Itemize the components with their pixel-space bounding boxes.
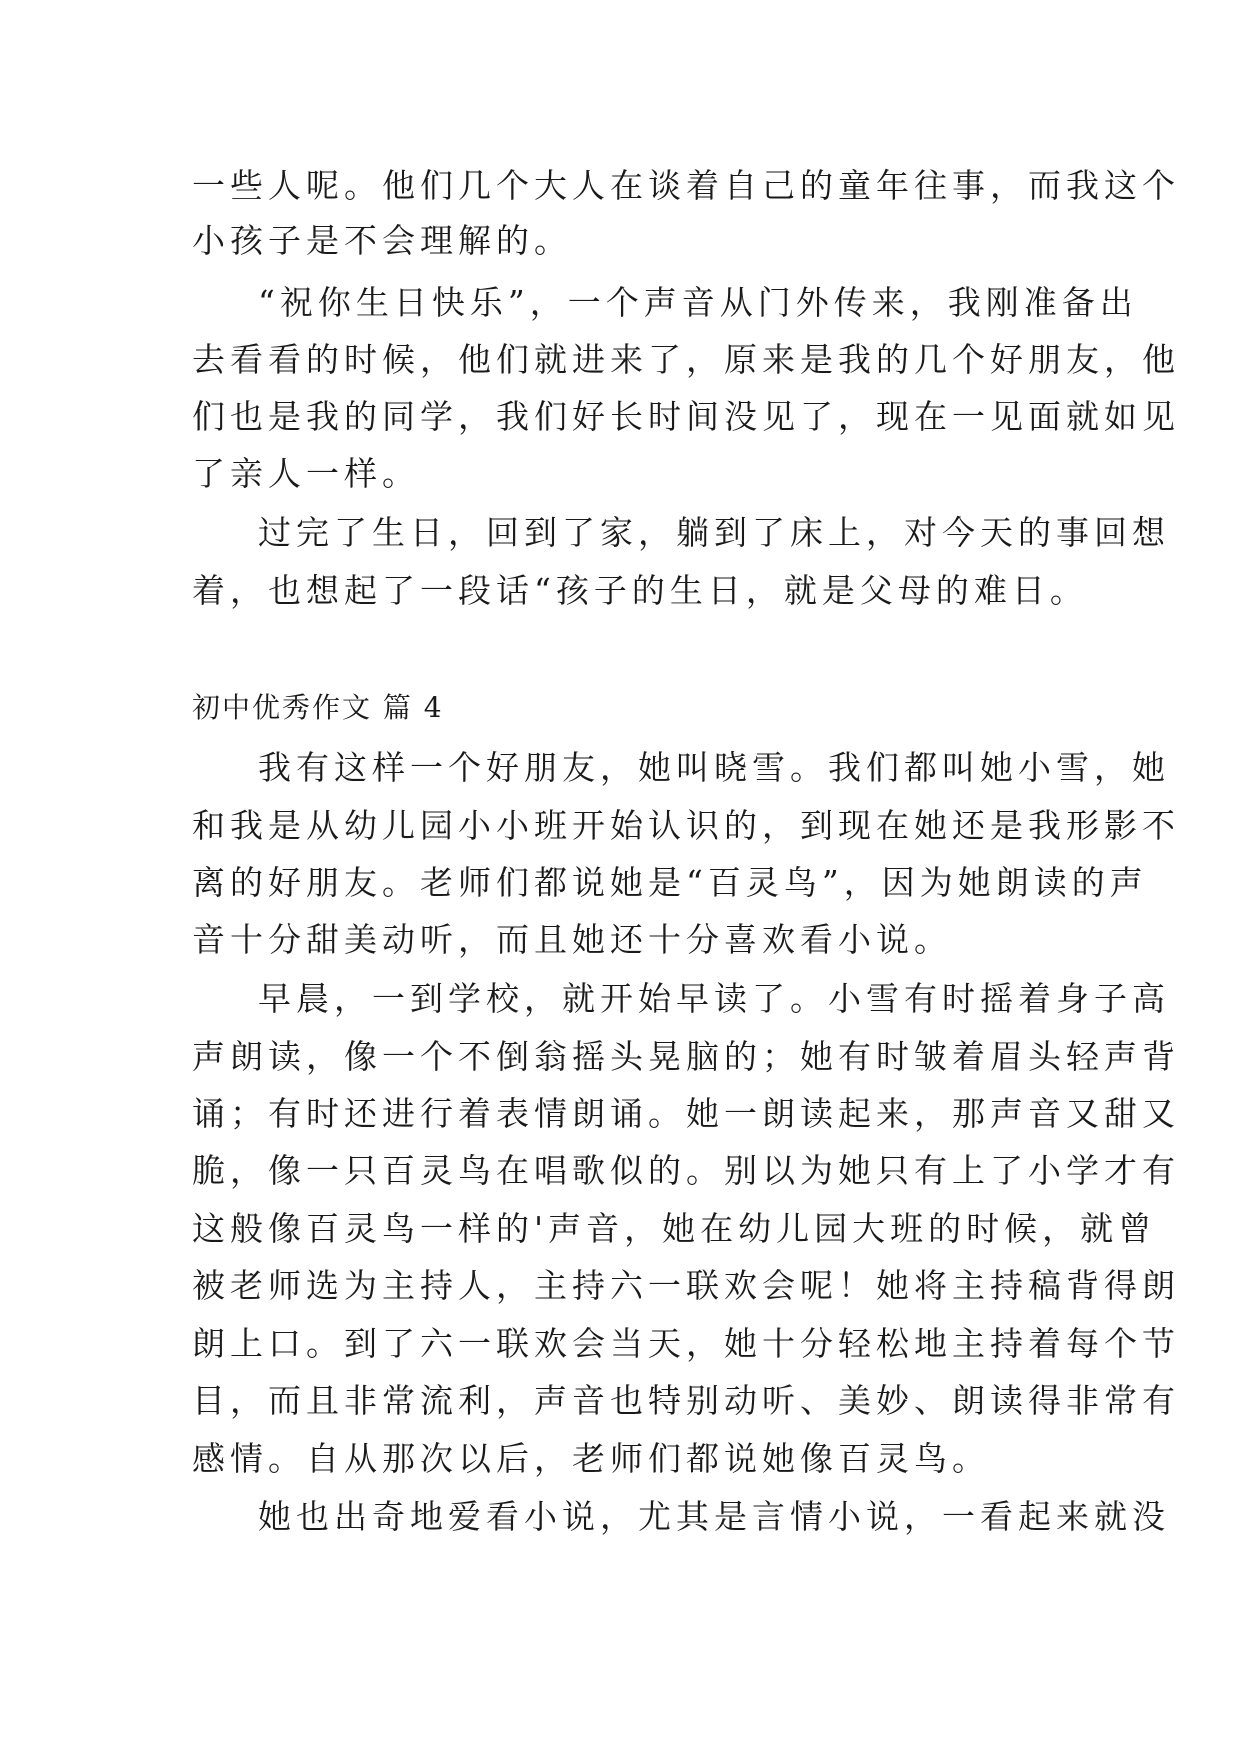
text-line: 感情。自从那次以后，老师们都说她像百灵鸟。 (192, 1439, 990, 1478)
section-heading: 初中优秀作文 篇 4 (192, 691, 444, 724)
text-line: 了亲人一样。 (192, 454, 420, 493)
text-line: 脆，像一只百灵鸟在唱歌似的。别以为她只有上了小学才有 (192, 1151, 1180, 1190)
text-line: 音十分甜美动听，而且她还十分喜欢看小说。 (192, 920, 952, 959)
text-line: 小孩子是不会理解的。 (192, 221, 572, 260)
text-line: “祝你生日快乐”，一个声音从门外传来，我刚准备出 (258, 283, 1138, 322)
text-line: 着，也想起了一段话“孩子的生日，就是父母的难日。 (192, 571, 1088, 610)
text-line: 我有这样一个好朋友，她叫晓雪。我们都叫她小雪，她 (258, 748, 1170, 787)
text-line: 们也是我的同学，我们好长时间没见了，现在一见面就如见 (192, 397, 1180, 436)
text-line: 她也出奇地爱看小说，尤其是言情小说，一看起来就没 (258, 1497, 1170, 1536)
text-line: 声朗读，像一个不倒翁摇头晃脑的；她有时皱着眉头轻声背 (192, 1037, 1180, 1076)
text-line: 过完了生日，回到了家，躺到了床上，对今天的事回想 (258, 513, 1170, 552)
text-line: 离的好朋友。老师们都说她是“百灵鸟”，因为她朗读的声 (192, 863, 1148, 902)
text-line: 和我是从幼儿园小小班开始认识的，到现在她还是我形影不 (192, 806, 1180, 845)
text-line: 这般像百灵鸟一样的'声音，她在幼儿园大班的时候，就曾 (192, 1209, 1157, 1248)
text-line: 朗上口。到了六一联欢会当天，她十分轻松地主持着每个节 (192, 1324, 1180, 1363)
text-line: 目，而且非常流利，声音也特别动听、美妙、朗读得非常有 (192, 1381, 1180, 1420)
text-line: 一些人呢。他们几个大人在谈着自己的童年往事，而我这个 (192, 166, 1180, 205)
text-line: 被老师选为主持人，主持六一联欢会呢！她将主持稿背得朗 (192, 1266, 1180, 1305)
text-line: 去看看的时候，他们就进来了，原来是我的几个好朋友，他 (192, 340, 1180, 379)
text-line: 诵；有时还进行着表情朗诵。她一朗读起来，那声音又甜又 (192, 1094, 1180, 1133)
text-line: 早晨，一到学校，就开始早读了。小雪有时摇着身子高 (258, 979, 1170, 1018)
